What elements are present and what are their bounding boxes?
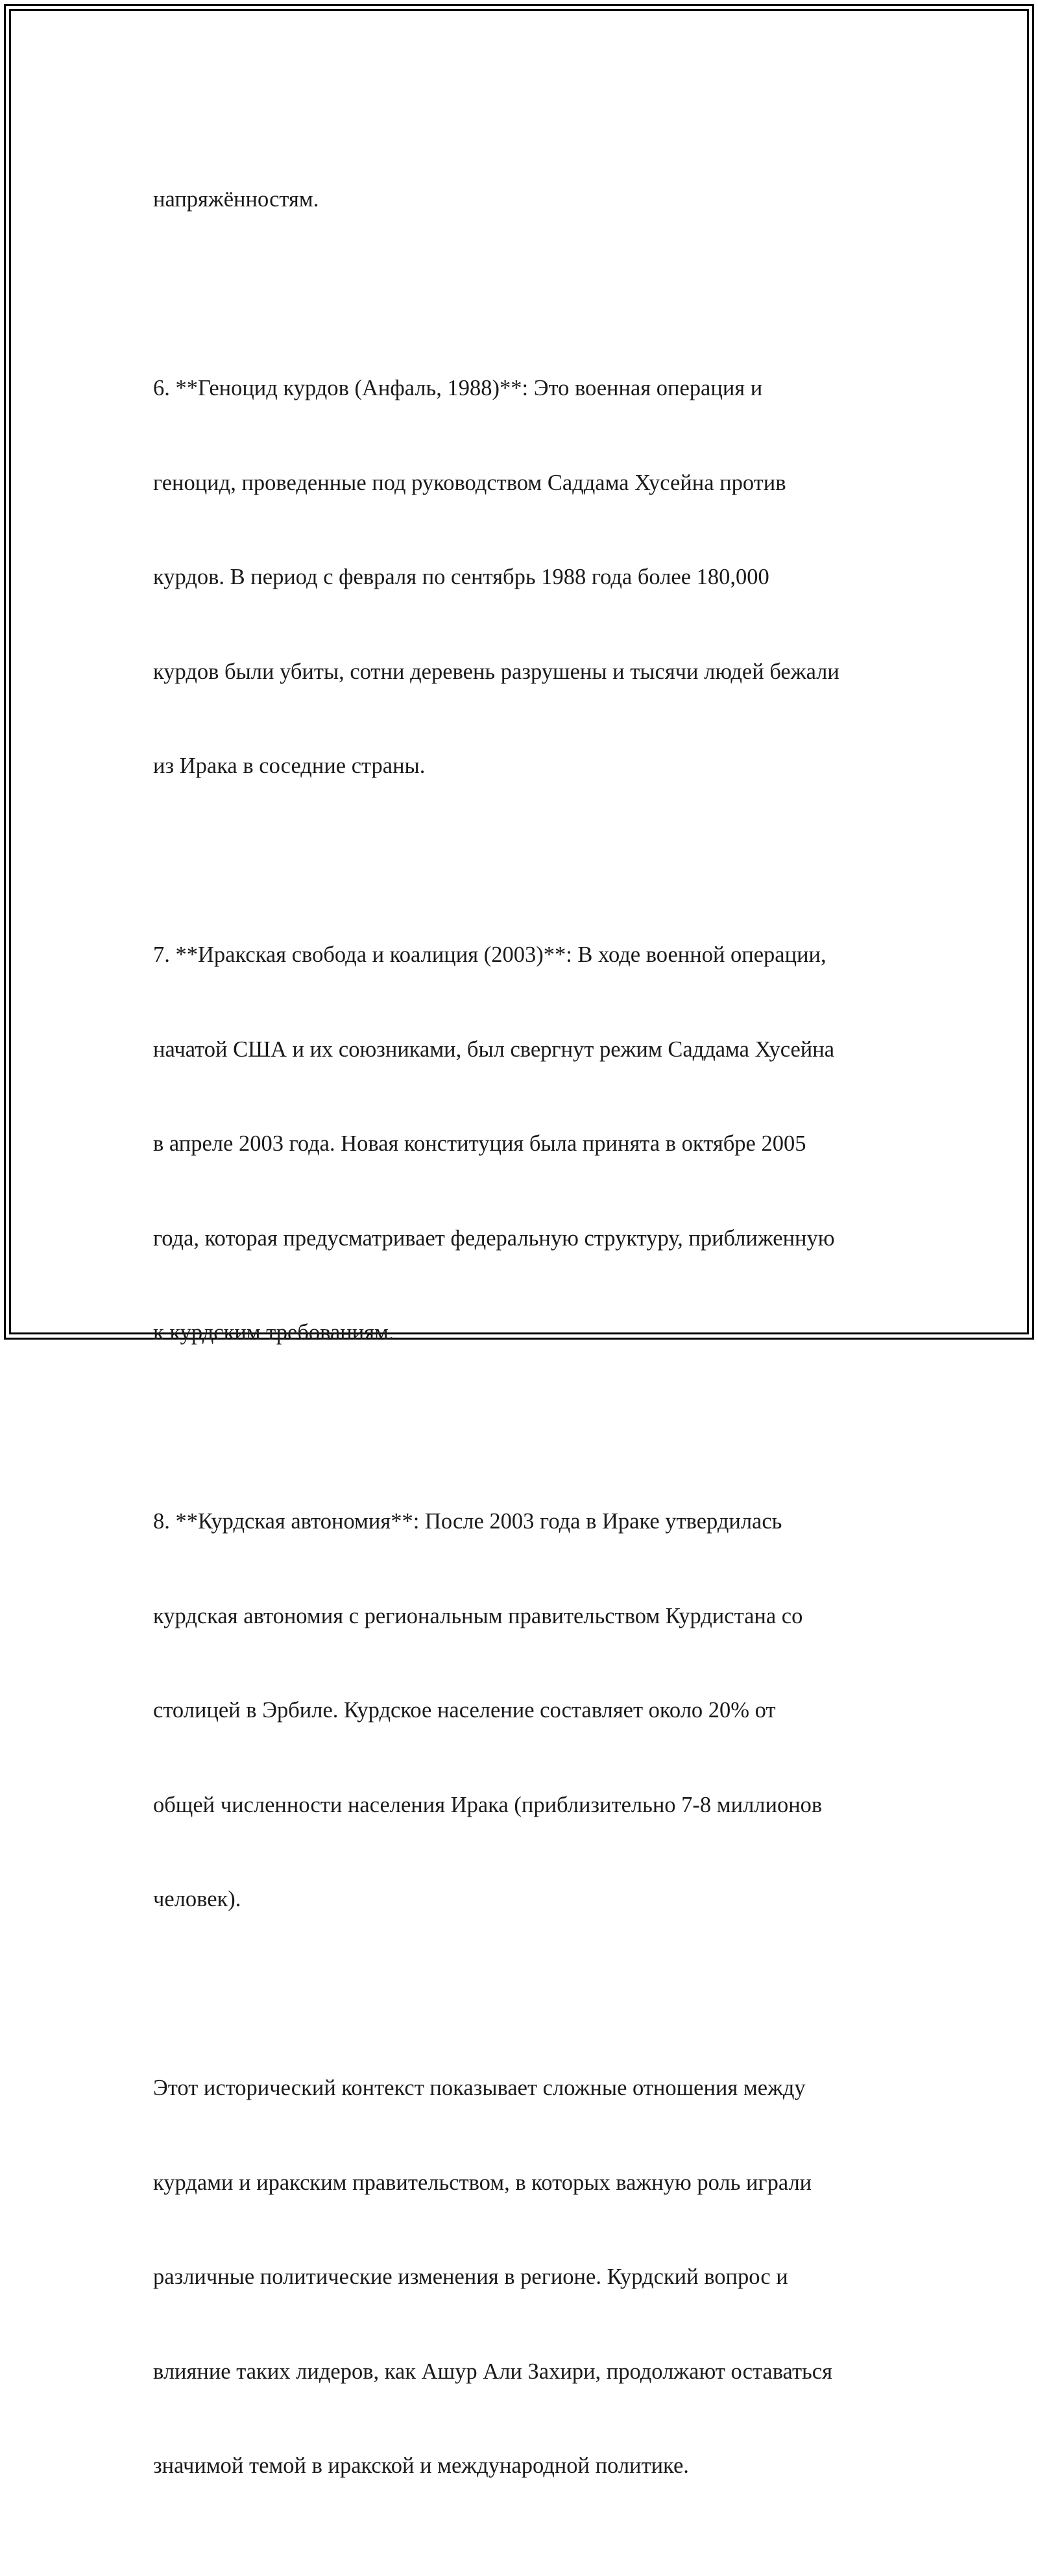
text-line: курдами и иракским правительством, в которых важную роль играли — [153, 2170, 812, 2195]
text-line: напряжённостям. — [153, 187, 319, 212]
text-line: к курдским требованиям. — [153, 1320, 394, 1345]
text-line: человек). — [153, 1887, 241, 1911]
text-line: из Ирака в соседние страны. — [153, 754, 426, 778]
text-line: 8. **Курдская автономия**: После 2003 года в Ираке утвердилась — [153, 1509, 782, 1534]
text-line: общей численности населения Ирака (приблизительно 7-8 миллионов — [153, 1792, 823, 1817]
paragraph-item-8 — [153, 1443, 899, 1978]
paragraph-item-6 — [153, 310, 899, 845]
text-line: курдов были убиты, сотни деревень разрушены и тысячи людей бежали — [153, 659, 839, 684]
text-line: в апреле 2003 года. Новая конституция была принята в октябре 2005 — [153, 1131, 806, 1156]
text-line: различные политические изменения в регионе. Курдский вопрос и — [153, 2264, 788, 2289]
text-line: влияние таких лидеров, как Ашур Али Захири, продолжают оставаться — [153, 2359, 832, 2384]
text-line: курдов. В период с февраля по сентябрь 1988 года более 180,000 — [153, 565, 769, 589]
text-line: курдская автономия с региональным правительством Курдистана со — [153, 1603, 803, 1628]
paragraph-continuation — [153, 121, 899, 278]
text-line: начатой США и их союзниками, был свергнут режим Саддама Хусейна — [153, 1037, 835, 1062]
text-line: геноцид, проведенные под руководством Саддама Хусейна против — [153, 470, 786, 495]
document-body — [153, 121, 899, 2576]
text-line: 7. **Иракская свобода и коалиция (2003)**: В ходе военной операции, — [153, 942, 827, 967]
paragraph-item-7 — [153, 876, 899, 1412]
paragraph-conclusion — [153, 2009, 899, 2545]
text-line: года, которая предусматривает федеральную структуру, приближенную — [153, 1225, 835, 1251]
text-line: значимой темой в иракской и международной политике. — [153, 2453, 689, 2478]
text-line: 6. **Геноцид курдов (Анфаль, 1988)**: Это военная операция и — [153, 376, 763, 400]
text-line: столицей в Эрбиле. Курдское население составляет около 20% от — [153, 1698, 776, 1723]
text-line: Этот исторический контекст показывает сложные отношения между — [153, 2076, 806, 2100]
